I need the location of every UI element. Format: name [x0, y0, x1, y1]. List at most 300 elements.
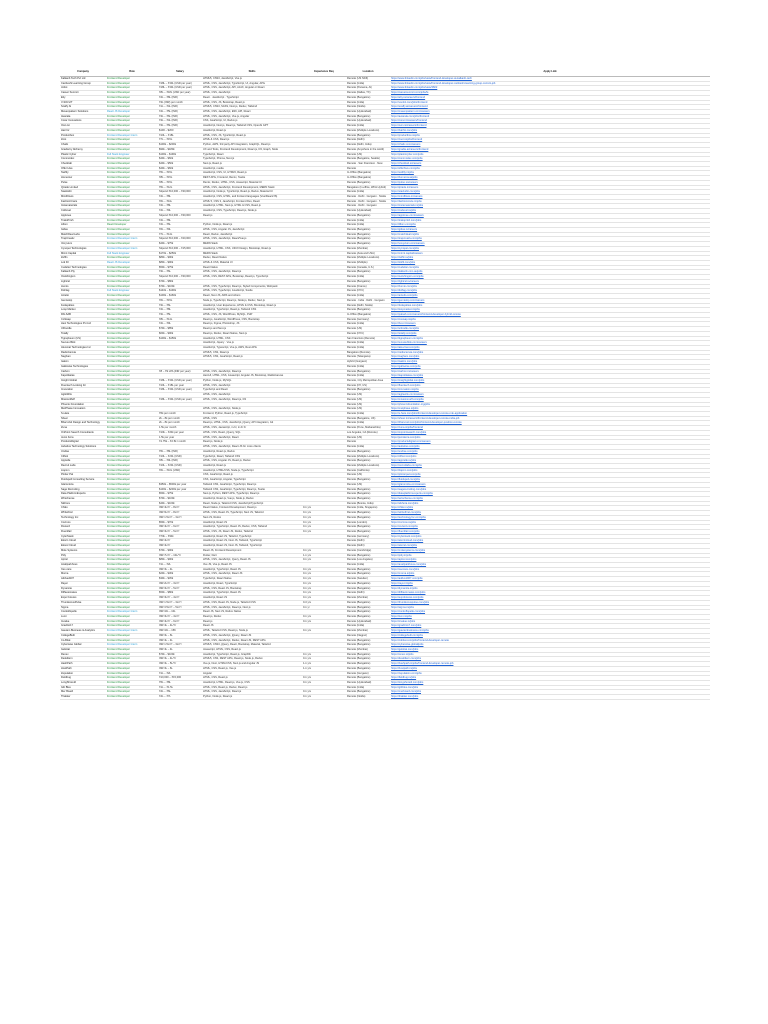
apply-link[interactable]: https://instamaterials.in/jobs	[391, 204, 424, 208]
skills-cell: React.js, JavaScript, WordPress, CSS, Bootstrap	[202, 317, 302, 322]
apply-link[interactable]: https://diffautomates.com/jobs	[391, 591, 426, 595]
apply-link[interactable]: https://www.linkedin.com/jobs/view/3822	[391, 86, 438, 90]
salary-cell: INR 10L – 15K	[158, 629, 202, 634]
company-cell: Hair for	[60, 128, 106, 133]
skills-cell: JavaScript, CSS, TypeScript, React.js, Node.js	[202, 209, 302, 214]
apply-link[interactable]: https://palsab.com/careers/frontend-developer-hybrid-remote	[391, 312, 461, 316]
apply-link[interactable]: https://cylerstack.com/jobs	[391, 534, 422, 538]
company-cell: Recruit Labs	[60, 463, 106, 468]
apply-link[interactable]: https://onpointsearch.com/jobs	[391, 430, 427, 434]
apply-link[interactable]: https://zuna.io/jobs/frontend	[391, 426, 423, 430]
location-cell: Remote (Canada, U.S.)	[346, 265, 390, 270]
apply-link[interactable]: https://kalkanb.com.au/jobs	[391, 270, 423, 274]
apply-link[interactable]: https://aubelius.com/jobs	[391, 445, 420, 449]
role-cell: Frontend Developer	[106, 421, 158, 426]
location-cell: Remote · Delhi · Gurgaon	[346, 204, 390, 209]
location-cell: Remote (Telangana)	[346, 355, 390, 360]
header-salary: Salary	[158, 68, 202, 77]
apply-link[interactable]: https://homerow.ai/jobs	[391, 176, 418, 180]
apply-link[interactable]: https://gemtelop.com/careers	[391, 298, 425, 302]
apply-link[interactable]: https://scaffy.ai/careers/frontend	[391, 105, 428, 109]
salary-cell: $70k – $90k	[158, 548, 202, 553]
role-cell: Frontend Developer	[106, 666, 158, 671]
skills-cell: Tailwind CSS, JavaScript, TypeScript, React.js, Svelte	[202, 487, 302, 492]
apply-link[interactable]: https://gradzio17.com/jobs	[391, 624, 422, 628]
salary-cell: ₹8L – ₹15L	[158, 176, 202, 181]
location-cell: Remote (Multiple)	[346, 261, 390, 266]
location-cell: Remote (Bangalore)	[346, 232, 390, 237]
location-cell: Remote (India)	[346, 100, 390, 105]
apply-link[interactable]: https://aptrel.com/jobs	[391, 558, 417, 562]
apply-link[interactable]: https://chiko.in/jobs	[391, 506, 414, 510]
skills-cell: Redux, React Native	[202, 256, 302, 261]
salary-cell: INR 3L/Yr – 4L/Yr	[158, 614, 202, 619]
company-cell: Gemtelop	[60, 298, 106, 303]
role-cell: Frontend Developer	[106, 515, 158, 520]
apply-link[interactable]: https://doflag.com/jobs	[391, 289, 417, 293]
apply-link[interactable]: https://hairfor.com/jobs	[391, 128, 418, 132]
apply-link[interactable]: https://carbon.in/careers	[391, 369, 419, 373]
apply-link[interactable]: https://ekorel.com/jobs	[391, 544, 417, 548]
experience-cell: 1-1 yrs	[302, 666, 346, 671]
apply-link[interactable]: https://s-hare.com/jobs/frontend-developer-remote-role-application	[391, 412, 468, 416]
apply-link[interactable]: https://commodex.com/jobs	[391, 157, 423, 161]
salary-cell: $30k – $45k	[158, 577, 202, 582]
skills-cell: HTML, CSS, JavaScript, jQuery, React JS	[202, 633, 302, 638]
header-role: Role	[106, 68, 158, 77]
apply-link[interactable]: https://pulse.so/careers	[391, 180, 418, 184]
company-cell: Suvusu Blok	[60, 341, 106, 346]
apply-link[interactable]: https://rovierd.com/jobs	[391, 525, 418, 529]
experience-cell: 0-1 yrs	[302, 520, 346, 525]
salary-cell: ₹18L – ₹30L (USD per year)	[158, 397, 202, 402]
salary-cell: 2k – 8k per month	[158, 421, 202, 426]
location-cell: Remote (California)	[346, 468, 390, 473]
apply-link[interactable]: https://vsolvit.com/jobs/frontend	[391, 100, 428, 104]
skills-cell: JavaScript, React.js, Redux	[202, 449, 302, 454]
apply-link[interactable]: https://productbox.io/jobs	[391, 133, 420, 137]
apply-link[interactable]: https://loopmarket.in/jobs	[391, 308, 420, 312]
apply-link[interactable]: https://deskiltern.com/jobs	[391, 657, 421, 661]
company-cell: BharvUsti Design and Technology	[60, 421, 106, 426]
salary-cell: ₹18L – ₹30L (USD per year)	[158, 81, 202, 86]
apply-link[interactable]: https://trapcreativ.com/jobs	[391, 237, 422, 241]
apply-link[interactable]: https://bharvusti.com/jobs/frontend-developer-position-remote	[391, 421, 462, 425]
apply-link[interactable]: https://cudelter.com/jobs	[391, 265, 419, 269]
apply-link[interactable]: https://zoot.io/jobs/frontend	[391, 138, 423, 142]
apply-link[interactable]: https://longshoreid.com/jobs	[391, 681, 424, 684]
skills-cell: JavaScript, Next.js, React.js, Tailwind CSS, OpenAI GPT	[202, 124, 302, 129]
location-cell: Remote (India)	[346, 412, 390, 417]
apply-link[interactable]: https://recruitlabs.com/jobs	[391, 463, 422, 467]
apply-link[interactable]: https://checktab.io/careers	[391, 161, 422, 165]
company-cell: Offer Hive	[60, 166, 106, 171]
apply-link[interactable]: https://minnt.capital/careers	[391, 251, 423, 255]
apply-link[interactable]: https://fieldbug.in/jobs	[391, 676, 417, 680]
apply-link[interactable]: https://antelio.com/jobs	[391, 294, 418, 298]
apply-link[interactable]: https://cynopet.com/jobs	[391, 246, 419, 250]
location-cell: Remote (India)	[346, 345, 390, 350]
location-cell: Remote (India, Singapore)	[346, 506, 390, 511]
apply-link[interactable]: https://lillom.com/jobs	[391, 223, 416, 227]
role-cell: Frontend Developer	[106, 114, 158, 119]
apply-link[interactable]: https://mavenpattern.com/careers	[391, 110, 430, 114]
salary-cell: $40k – $75k	[158, 242, 202, 247]
salary-cell: INR 3L – 6L	[158, 633, 202, 638]
apply-link[interactable]: https://codevel.io/jobs	[391, 209, 416, 213]
company-cell: UIFoodle	[60, 327, 106, 332]
skills-cell: HTML, CSS, JavaScript	[202, 91, 302, 96]
location-cell: Remote · India · Delhi · Gurgaon	[346, 298, 390, 303]
location-cell: Remote (India)	[346, 563, 390, 568]
apply-link[interactable]: https://lumi.io/jobs	[391, 614, 412, 618]
apply-link[interactable]: https://xeocare.com/jobs	[391, 567, 420, 571]
company-cell: MindFlows	[60, 194, 106, 199]
role-cell: Frontend Developer	[106, 492, 158, 497]
apply-link[interactable]: https://pidy.in/jobs	[391, 553, 412, 557]
apply-link[interactable]: https://awarala.com/jobs/frontend	[391, 114, 430, 118]
skills-cell: HTML, CSS, React JS, Bootstrap	[202, 586, 302, 591]
apply-link[interactable]: https://rayer.in/jobs	[391, 581, 413, 585]
apply-link[interactable]: https://ekorincloud.com/jobs	[391, 539, 424, 543]
apply-link[interactable]: https://sagerecruiting.com/jobs	[391, 487, 427, 491]
company-cell: Pulse	[60, 180, 106, 185]
company-cell: ProductsDigital	[60, 440, 106, 445]
salary-cell: $170k – $250k	[158, 251, 202, 256]
salary-cell: ₹10L – ₹20L (USD)	[158, 454, 202, 459]
skills-cell: HTML, CSS, JavaScript, React JS	[202, 572, 302, 577]
apply-link[interactable]: https://undise.com/jobs	[391, 449, 418, 453]
company-cell: Fluidspell Consulting Service	[60, 478, 106, 483]
apply-link[interactable]: https://fluidspell.com/jobs	[391, 478, 420, 482]
role-cell: React Developer	[106, 223, 158, 228]
spreadsheet	[60, 68, 710, 700]
skills-cell: JavaScript, Node.js, TypeScript, React.js, Redux, Material UI	[202, 190, 302, 195]
apply-link[interactable]: https://swiftly.in/jobs	[391, 171, 414, 175]
apply-link[interactable]: https://analiparkhous.com/jobs	[391, 563, 427, 567]
location-cell: In-Office (Bangalore)	[346, 171, 390, 176]
apply-link[interactable]: https://gallowise.com/jobs	[391, 364, 421, 368]
salary-cell: $350k – $500k per year	[158, 482, 202, 487]
skills-cell: React, Node.js, Tailwind CSS, JavaScript/TypeScript	[202, 501, 302, 506]
apply-link[interactable]: https://tigrapheum.com/jobs	[391, 336, 423, 340]
salary-cell: $70k – $100k	[158, 496, 202, 501]
role-cell: Frontend Developer	[106, 567, 158, 572]
salary-cell: INR 7L/Yr – 10L/Yr	[158, 553, 202, 558]
apply-link[interactable]: https://hexi.in/careers	[391, 322, 416, 326]
apply-link[interactable]: https://missionmeff.com/jobs	[391, 397, 424, 401]
apply-link[interactable]: https://glaromicia.com/careers	[391, 482, 426, 486]
apply-link[interactable]: https://hashpath.in/jobs/frontend-developer-remote-job	[391, 662, 454, 666]
company-cell: Sigma	[60, 605, 106, 610]
apply-link[interactable]: https://zepulation.com/jobs	[391, 671, 422, 675]
company-cell: HashPath	[60, 662, 106, 667]
apply-link[interactable]: https://hostpath.in/jobs	[391, 666, 417, 670]
company-cell: Rayer	[60, 581, 106, 586]
role-cell: Frontend Developer	[106, 572, 158, 577]
skills-cell: JavaScript, CSS, HTML, and frontend languages (Vue/React/JS)	[202, 194, 302, 199]
salary-cell: ₹3L – ₹6L (INR)	[158, 114, 202, 119]
apply-link[interactable]: https://gidas.in/careers	[391, 228, 418, 231]
salary-cell: $100k – $160k	[158, 294, 202, 299]
role-cell: Frontend Developer	[106, 265, 158, 270]
apply-link[interactable]: https://matchdeal.in/jobs	[391, 232, 419, 236]
location-cell: Remote (France)	[346, 284, 390, 289]
apply-link[interactable]: https://corar.in/careers/frontend	[391, 119, 427, 123]
apply-link[interactable]: https://zeffin.io/jobs	[391, 256, 414, 260]
role-cell: Frontend Developer	[106, 171, 158, 176]
salary-cell: ₹7L – ₹14L	[158, 232, 202, 237]
salary-cell: ₹6L – ₹15L	[158, 298, 202, 303]
salary-cell: ₹5L – ₹8L	[158, 681, 202, 686]
salary-cell: $50k – $75k	[158, 265, 202, 270]
location-cell: Remote (Bangalore, UK)	[346, 416, 390, 421]
skills-cell: HTML, CSS, JavaScript, React.js, Next.js	[202, 605, 302, 610]
apply-link[interactable]: https://addvedit07.com/jobs	[391, 577, 423, 581]
skills-cell: HTML5, CSS, React.js	[202, 350, 302, 355]
skills-cell: Python, Node.js, React.js	[202, 695, 302, 700]
apply-link[interactable]: https://gautambusiness.com/jobs	[391, 629, 429, 633]
apply-link[interactable]: https://humio.com/jobs	[391, 284, 417, 288]
role-cell: Frontend Developer	[106, 213, 158, 218]
apply-link[interactable]: https://suvusublok.com/careers	[391, 341, 427, 345]
role-cell: Frontend Developer	[106, 690, 158, 695]
salary-cell: ₹18L – ₹30L (USD per year)	[158, 86, 202, 91]
apply-link[interactable]: https://mindflows.in/careers	[391, 194, 423, 198]
location-cell: Remote (Bangalore)	[346, 530, 390, 535]
apply-link[interactable]: https://kapotikatas.com/jobs	[391, 374, 424, 378]
apply-link[interactable]: https://technologyinc.com/jobs	[391, 515, 426, 519]
salary-cell: 1.5k per year	[158, 435, 202, 440]
apply-link[interactable]: https://productsdigital.com/careers	[391, 440, 431, 444]
experience-cell: 0-1 yrs	[302, 676, 346, 681]
apply-link[interactable]: https://cobitat.com/jobs/frontend-developer-remote	[391, 638, 449, 642]
apply-link[interactable]: https://innovation.io/jobs	[391, 388, 419, 392]
apply-link[interactable]: https://cozmos.io/jobs	[391, 520, 416, 524]
apply-link[interactable]: https://apptelle.io/jobs	[391, 459, 417, 463]
company-cell: Undise	[60, 449, 106, 454]
role-cell: Frontend Developer	[106, 426, 158, 431]
company-cell: Gelsttat	[60, 647, 106, 652]
role-cell: Frontend Developer	[106, 412, 158, 417]
salary-cell: ₹18L – ₹30L (USD per year)	[158, 388, 202, 393]
salary-cell: ₹6L – ₹10L (USD)	[158, 468, 202, 473]
role-cell: Frontend Developer	[106, 416, 158, 421]
company-cell: Gradia by Alchemy	[60, 147, 106, 152]
apply-link[interactable]: https://renex.io/jobs	[391, 652, 414, 656]
role-cell: Frontend Developer	[106, 695, 158, 700]
salary-cell: Stipend ₹10,000 – ₹20,000	[158, 237, 202, 242]
salary-cell: ₹5L – ₹8L (INR)	[158, 449, 202, 454]
skills-cell: HTML, CSS, JavaScript, React	[202, 435, 302, 440]
apply-link[interactable]: https://conkoflopelle.com/jobs	[391, 610, 426, 614]
apply-link[interactable]: https://trakoprish.com/jobs	[391, 218, 422, 222]
company-cell: Jenio Kora	[60, 435, 106, 440]
apply-link[interactable]: https://fashioncraze.in/jobs	[391, 199, 422, 203]
apply-link[interactable]: https://phoenixfoundation.org/jobs	[391, 402, 430, 406]
skills-cell: JavaScript, Typescript, Vue.js, AWS, Rest APIs	[202, 345, 302, 350]
experience-cell: 0-1 yrs	[302, 572, 346, 577]
apply-link[interactable]: https://fedayalites.com/jobs	[391, 303, 423, 307]
skills-cell: HTML, CSS, React JS, Node.js, Tailwind CSS	[202, 600, 302, 605]
apply-link[interactable]: https://own.ist/careers/frontend	[391, 124, 427, 128]
apply-link[interactable]: https://morna.io/jobs	[391, 572, 415, 576]
salary-cell: $70k – $85k	[158, 327, 202, 332]
apply-link[interactable]: https://molesystems.com/jobs	[391, 548, 426, 552]
apply-link[interactable]: https://lokfil.com/jobs	[391, 261, 416, 265]
apply-link[interactable]: https://akuvinat.com/jobs	[391, 345, 420, 349]
role-cell: Frontend Developer	[106, 128, 158, 133]
salary-cell: INR 4L/Yr	[158, 544, 202, 549]
apply-link[interactable]: https://jeniokora.com/jobs	[391, 435, 421, 439]
role-cell: Frontend Developer	[106, 176, 158, 181]
experience-cell: 0-1 yrs	[302, 548, 346, 553]
apply-link[interactable]: https://plotterpal.com/jobs	[391, 473, 421, 477]
apply-link[interactable]: https://totally.com/jobs	[391, 331, 417, 335]
company-cell: Gautam Business & Analytics	[60, 629, 106, 634]
company-cell: Own.ist	[60, 124, 106, 129]
location-cell: Remote (India)	[346, 294, 390, 299]
apply-link[interactable]: https://thunderouspulse.com/jobs	[391, 600, 430, 604]
apply-link[interactable]: https://appknee.com/careers	[391, 213, 424, 217]
apply-link[interactable]: https://qtrade.in/careers	[391, 185, 419, 189]
apply-link[interactable]: https://chalix.com/careers	[391, 143, 421, 147]
role-cell: Full Stack Engineer	[106, 251, 158, 256]
salary-cell: ₹4L – ₹8L (INR)	[158, 95, 202, 100]
apply-link[interactable]: https://fluentech.com/jobs	[391, 383, 421, 387]
role-cell: Frontend Developer	[106, 544, 158, 549]
salary-cell: INR 1.5L/Yr – 3L/Yr	[158, 600, 202, 605]
apply-link[interactable]: https://www.linkedin.com/jobs/view/frontend-developer-at-kalkanb-tech	[391, 77, 472, 80]
apply-link[interactable]: https://plasticcyber.com/jobs	[391, 152, 424, 156]
location-cell: Remote (Bangalore)	[346, 496, 390, 501]
location-cell: Remote (Hyderabad)	[346, 619, 390, 624]
salary-cell: $40k – $60k	[158, 166, 202, 171]
experience-cell: 0-1 yrs	[302, 525, 346, 530]
location-cell: Remote · Delhi · Gurgaon · Noida	[346, 194, 390, 199]
company-cell: Deskiltern	[60, 657, 106, 662]
salary-cell: $60k – $90k	[158, 331, 202, 336]
experience-cell: 0-1 yrs	[302, 511, 346, 516]
apply-link[interactable]: https://nagham.com/jobs	[391, 355, 420, 359]
apply-link[interactable]: https://cyberwise.global/jobs	[391, 643, 424, 647]
skills-cell: JavaScript, React JS, Tailwind, TypeScript	[202, 534, 302, 539]
company-cell: Kapotikatas	[60, 374, 106, 379]
apply-link[interactable]: https://dynamite.in/jobs	[391, 586, 418, 590]
location-cell: Remote (Bangalore)	[346, 213, 390, 218]
role-cell: Frontend Developer	[106, 478, 158, 483]
salary-cell: Stipend ₹10,000 – ₹15,000	[158, 246, 202, 251]
apply-link[interactable]: https://isakim.com/jobs	[391, 360, 418, 364]
skills-cell: HTML, CSS, JavaScript, Vue.js, Angular	[202, 114, 302, 119]
role-cell: Frontend Developer	[106, 496, 158, 501]
skills-cell: Flutter, Dart	[202, 553, 302, 558]
skills-cell: HTML, CSS, JavaScript, React.js	[202, 369, 302, 374]
apply-link[interactable]: https://sheer.in/careers/frontend-developer-remote-india-job	[391, 416, 460, 420]
apply-link[interactable]: https://clifsol.com/jobs	[391, 454, 417, 458]
apply-link[interactable]: https://www.linkedin.com/jobs/view/frontend-developer-canbeshi-learning-group-current-job	[391, 81, 496, 85]
apply-link[interactable]: https://merboard.com/jobs	[391, 690, 421, 694]
apply-link[interactable]: https://metphase.io/jobs	[391, 407, 419, 411]
apply-link[interactable]: https://offerhive.com/jobs	[391, 166, 420, 170]
apply-link[interactable]: https://expofutures.com/jobs	[391, 596, 424, 600]
role-cell: Full Stack Engineer	[106, 152, 158, 157]
role-cell: Frontend Developer	[106, 383, 158, 388]
role-cell: Frontend Developer Intern	[106, 629, 158, 634]
experience-cell: 0-1 yrs	[302, 652, 346, 657]
company-cell: Career Summit	[60, 91, 106, 96]
location-cell: Remote (India)	[346, 624, 390, 629]
salary-cell: ₹4L – ₹6L	[158, 690, 202, 695]
location-cell: Remote (US)	[346, 402, 390, 407]
role-cell: Frontend Developer	[106, 596, 158, 601]
apply-link[interactable]: https://gradia.ai/careers/frontend	[391, 147, 429, 151]
company-cell: Isakim	[60, 360, 106, 365]
role-cell: Frontend Developer	[106, 199, 158, 204]
apply-link[interactable]: https://owishington.com/jobs	[391, 275, 424, 279]
apply-link[interactable]: https://wrischense.com/jobs	[391, 496, 423, 500]
apply-link[interactable]: https://sikhora.com/jobs	[391, 501, 419, 505]
apply-link[interactable]: https://liqcom.com/jobs	[391, 468, 418, 472]
company-cell: Appknee	[60, 213, 106, 218]
location-cell: Remote (US Shift)	[346, 77, 390, 82]
experience-cell: 0-1 yrs	[302, 629, 346, 634]
company-cell: Kalkanb Pty	[60, 270, 106, 275]
skills-cell: HTML, CSS, JS, WordPress, MySQL, PHP	[202, 312, 302, 317]
company-cell: Awarala	[60, 114, 106, 119]
apply-link[interactable]: https://stacksbit.com/jobs	[391, 190, 420, 194]
apply-link[interactable]: https://radiocanvia.com/jobs	[391, 350, 424, 354]
role-cell: Frontend Developer	[106, 161, 158, 166]
salary-cell: ₹5k per month	[158, 412, 202, 417]
skills-cell: JavaScript, HTML/CSS, Node.js, TypeScript	[202, 468, 302, 473]
apply-link[interactable]: https://voxyvium.com/careers	[391, 242, 425, 246]
apply-link[interactable]: https://gibbles.com/jobs	[391, 685, 419, 689]
apply-link[interactable]: https://coswap.io/jobs	[391, 317, 416, 321]
apply-link[interactable]: https://eby.io/careers/frontend	[391, 95, 426, 99]
apply-link[interactable]: https://fluenflair.com/jobs	[391, 530, 420, 533]
salary-cell: ₹1L – ₹1.5L	[158, 685, 202, 690]
salary-cell: INR 3L – 4L/Yr	[158, 657, 202, 662]
apply-link[interactable]: https://thakker.com/jobs	[391, 695, 419, 699]
role-cell: Frontend Developer	[106, 270, 158, 275]
apply-link[interactable]: https://careersummit.com/jobs/fe	[391, 91, 429, 95]
role-cell: Frontend Developer	[106, 647, 158, 652]
salary-cell: ₹8L – ₹15L	[158, 180, 202, 185]
apply-link[interactable]: https://insightglobal.com/jobs	[391, 379, 425, 382]
apply-link[interactable]: https://uifoodle.com/jobs	[391, 327, 419, 331]
skills-cell: JavaScript, React.js, Vue.js, Node.js, Redux	[202, 496, 302, 501]
company-cell: Checktab	[60, 161, 106, 166]
apply-link[interactable]: https://invalue.in/jobs	[391, 619, 416, 623]
apply-link[interactable]: https://sigma.in/jobs	[391, 605, 414, 609]
skills-cell: Node.js, TypeScript, React.js, Node.js, Redux, Next.js	[202, 298, 302, 303]
role-cell: Frontend Developer	[106, 91, 158, 96]
skills-cell: HTML, CSS, JavaScript, React.js	[202, 690, 302, 695]
role-cell: Frontend Developer	[106, 228, 158, 233]
apply-link[interactable]: https://lightcel.io/careers	[391, 279, 419, 283]
apply-link[interactable]: https://agilewits.com/careers	[391, 393, 424, 397]
apply-link[interactable]: https://gelsttat.com/jobs	[391, 647, 419, 651]
role-cell: Frontend Developer	[106, 81, 158, 86]
skills-cell: CSS, JavaScript, React.js	[202, 473, 302, 478]
experience-cell: 0-1 yrs	[302, 591, 346, 596]
company-cell: Lillom	[60, 223, 106, 228]
apply-link[interactable]: https://collegebuilt.com/jobs	[391, 633, 423, 637]
location-cell: Remote (Bangalore)	[346, 586, 390, 591]
apply-link[interactable]: https://dataplatformexperts.com/jobs	[391, 492, 433, 496]
apply-link[interactable]: https://whitefirrel.com/jobs	[391, 511, 421, 515]
